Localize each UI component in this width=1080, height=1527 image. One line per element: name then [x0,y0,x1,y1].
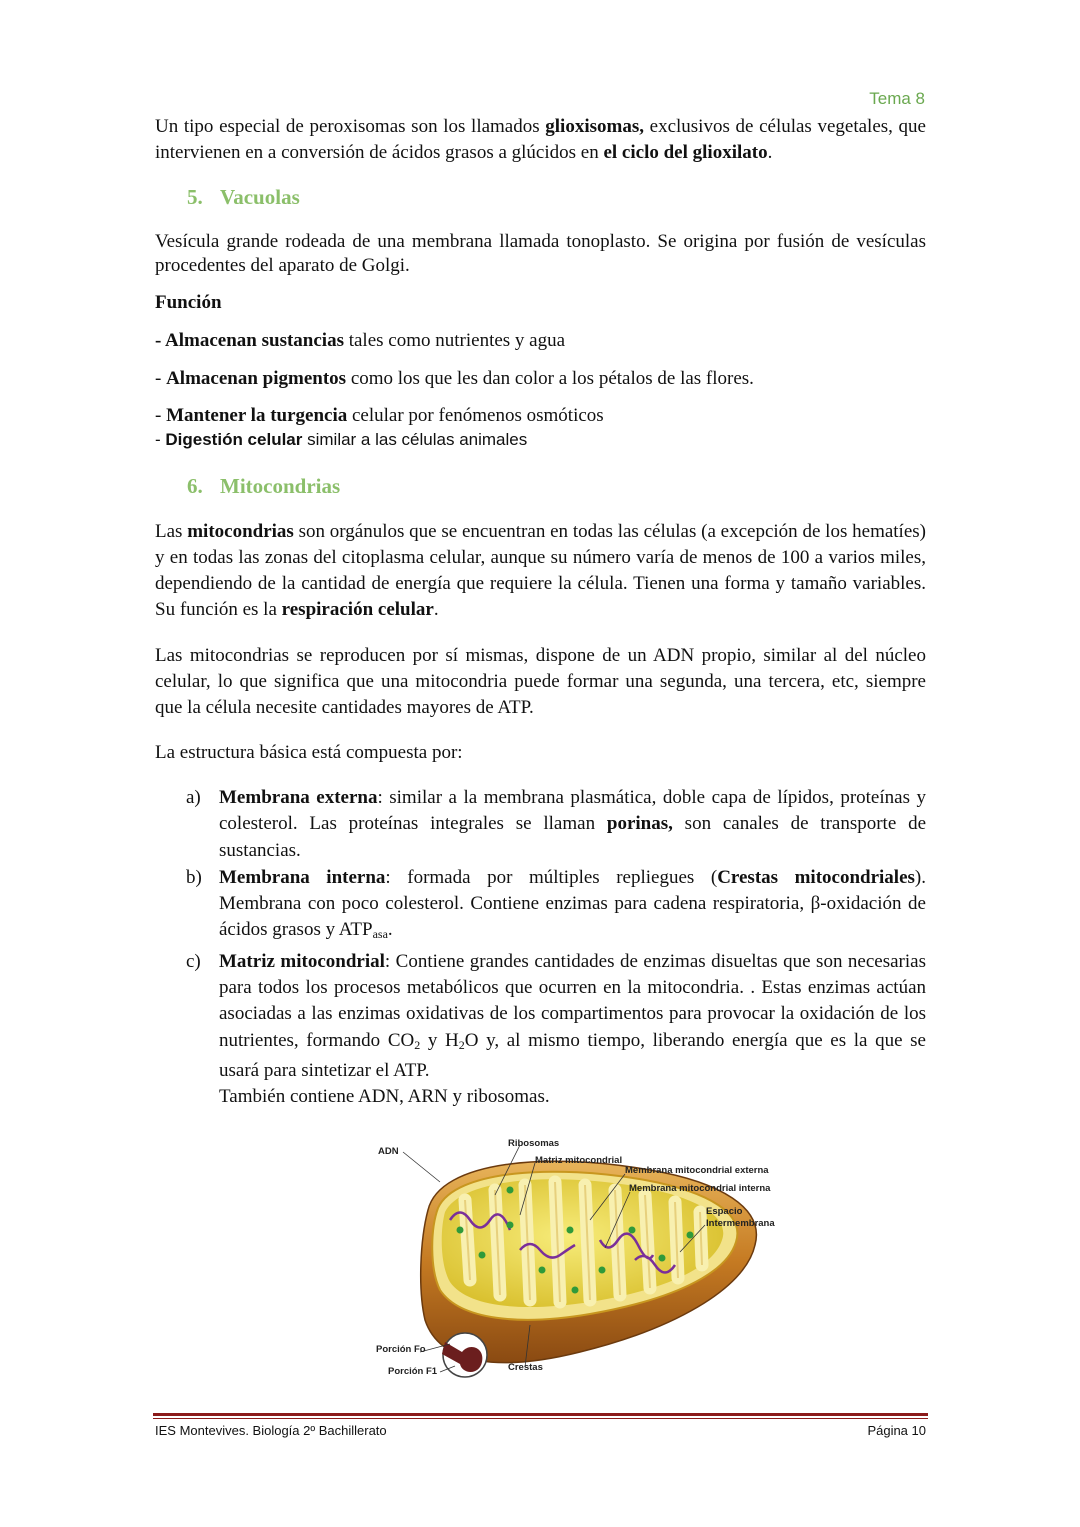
list-item: c) Matriz mitocondrial: Contiene grandes cantidades de enzimas disueltas que son necesarias para todos los procesos metabólicos que ocurren en la mitocondria. . Estas enzimas actúan asociadas a las enzimas oxidativas de los compartimentos para provocar la oxidación de los nutrientes, formando $CO_2$ y $H_2O$ y, al mismo tiempo, liberando energía que es la que se usará para sintetizar el ATP. También contiene ADN, ARN y ribosomas. [186,950,926,1108]
chapter-header: Tema 8 [869,89,925,108]
label-porcion-f1: Porción F1 [388,1366,438,1377]
funcion-item: - Digestión celular similar a las células animales [155,430,528,449]
label-matriz: Matriz mitocondrial [535,1155,623,1166]
label-intermembrana: Intermembrana [706,1218,775,1229]
label-adn: ADN [378,1146,399,1157]
mitocondrias-paragraph-1: Las mitocondrias son orgánulos que se encuentran en todas las células (a excepción de los hematíes) y en todas las zonas del citoplasma celular, aunque su número varía de menos de 100 a varios miles, dependiendo de la cantidad de energía que requiere la célula. Tienen una forma y tamaño variables. Su función es la respiración celular. [155,521,926,620]
label-crestas: Crestas [508,1362,543,1373]
estructura-list [186,785,926,1112]
funcion-label: Función [155,292,222,313]
mitochondria-diagram [370,1130,790,1390]
funcion-item: - Mantener la turgencia celular por fenómenos osmóticos [155,405,604,426]
mitocondrias-paragraph-2: Las mitocondrias se reproducen por sí mismas, dispone de un ADN propio, similar al del núcleo celular, lo que significa que una mitocondria puede formar una segunda, una tercera, etc, siempre que la célula necesite cantidades mayores de ATP. [155,645,926,718]
footer-divider [153,1418,928,1419]
label-ribosomas: Ribosomas [508,1138,560,1149]
vacuolas-description: Vesícula grande rodeada de una membrana llamada tonoplasto. Se origina por fusión de vesículas procedentes del aparato de Golgi. [155,231,926,276]
section-heading-vacuolas: 5. Vacuolas [187,185,300,209]
footer-divider [153,1413,928,1416]
estructura-intro: La estructura básica está compuesta por: [155,742,463,763]
funcion-item: - Almacenan sustancias tales como nutrientes y agua [155,330,566,351]
list-item: b) Membrana interna: formada por múltiples repliegues (Crestas mitocondriales). Membrana con poco colesterol. Contiene enzimas para cadena respiratoria, β-oxidación de ácidos grasos y $ATP_{asa}$. [186,866,926,942]
funcion-item: - Almacenan pigmentos como los que les dan color a los pétalos de las flores. [155,368,754,389]
list-item: a) Membrana externa: similar a la membrana plasmática, doble capa de lípidos, proteínas y colesterol. Las proteínas integrales se llaman porinas, son canales de transporte de sustancias. [186,787,927,861]
footer-school: IES Montevives. Biología 2º Bachillerato [155,1423,387,1438]
section-heading-mitocondrias: 6. Mitocondrias [187,474,341,498]
label-espacio: Espacio [706,1206,743,1217]
label-membrana-externa: Membrana mitocondrial externa [625,1165,769,1176]
label-membrana-interna: Membrana mitocondrial interna [629,1183,771,1194]
label-porcion-fo: Porción Fo [376,1344,426,1355]
page-number: Página 10 [867,1423,926,1438]
intro-paragraph: Un tipo especial de peroxisomas son los llamados glioxisomas, exclusivos de células vegetales, que intervienen en a conversión de ácidos grasos a glúcidos en el ciclo del glioxilato. [155,116,926,163]
